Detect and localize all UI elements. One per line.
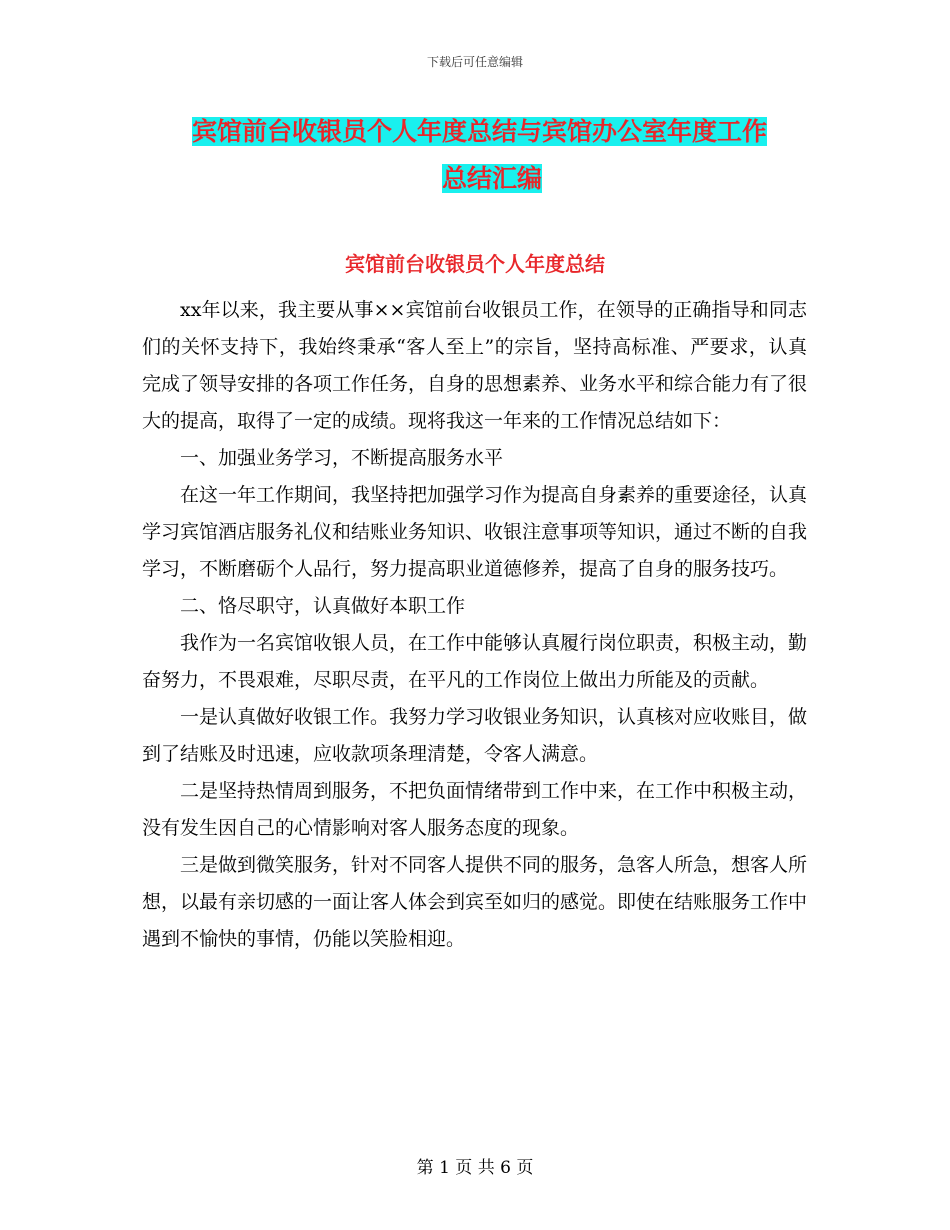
document-title-line-1 <box>192 108 812 155</box>
document-body <box>142 292 807 958</box>
heading-2: 二、恪尽职守，认真做好本职工作 <box>180 595 466 617</box>
heading-1: 一、加强业务学习，不断提高服务水平 <box>180 447 504 469</box>
page-number-footer: 第 1 页 共 6 页 <box>416 1158 534 1178</box>
paragraph: 我作为一名宾馆收银人员，在工作中能够认真履行岗位职责，积极主动，勤奋努力，不畏艰难，尽职尽责，在平凡的工作岗位上做出力所能及的贡献。 <box>142 632 808 691</box>
paragraph: 在这一年工作期间，我坚持把加强学习作为提高自身素养的重要途径，认真学习宾馆酒店服务礼仪和结账业务知识、收银注意事项等知识，通过不断的自我学习，不断磨砺个人品行，努力提高职业道德修养，提高了自身的服务技巧。 <box>142 484 808 580</box>
paragraph: 三是做到微笑服务，针对不同客人提供不同的服务，急客人所急，想客人所想，以最有亲切感的一面让客人体会到宾至如归的感觉。即使在结账服务工作中遇到不愉快的事情，仍能以笑脸相迎。 <box>142 854 808 950</box>
title-highlight-1: 宾馆前台收银员个人年度总结与宾馆办公室年度工作 <box>192 117 768 146</box>
document-title-line-2 <box>172 155 812 202</box>
title-highlight-2: 总结汇编 <box>441 164 542 193</box>
paragraph: 二是坚持热情周到服务，不把负面情绪带到工作中来，在工作中积极主动，没有发生因自己的心情影响对客人服务态度的现象。 <box>142 780 808 839</box>
paragraph-intro: xx年以来，我主要从事××宾馆前台收银员工作，在领导的正确指导和同志们的关怀支持下，我始终秉承“客人至上”的宗旨，坚持高标准、严要求，认真完成了领导安排的各项工作任务，自身的思想素养、业务水平和综合能力有了很大的提高，取得了一定的成绩。现将我这一年来的工作情况总结如下： <box>142 299 808 432</box>
document-title <box>192 108 812 202</box>
paragraph: 一是认真做好收银工作。我努力学习收银业务知识，认真核对应收账目，做到了结账及时迅速，应收款项条理清楚，令客人满意。 <box>142 706 808 765</box>
page-header-note: 下载后可任意编辑 <box>426 55 523 69</box>
section-title: 宾馆前台收银员个人年度总结 <box>345 252 605 276</box>
